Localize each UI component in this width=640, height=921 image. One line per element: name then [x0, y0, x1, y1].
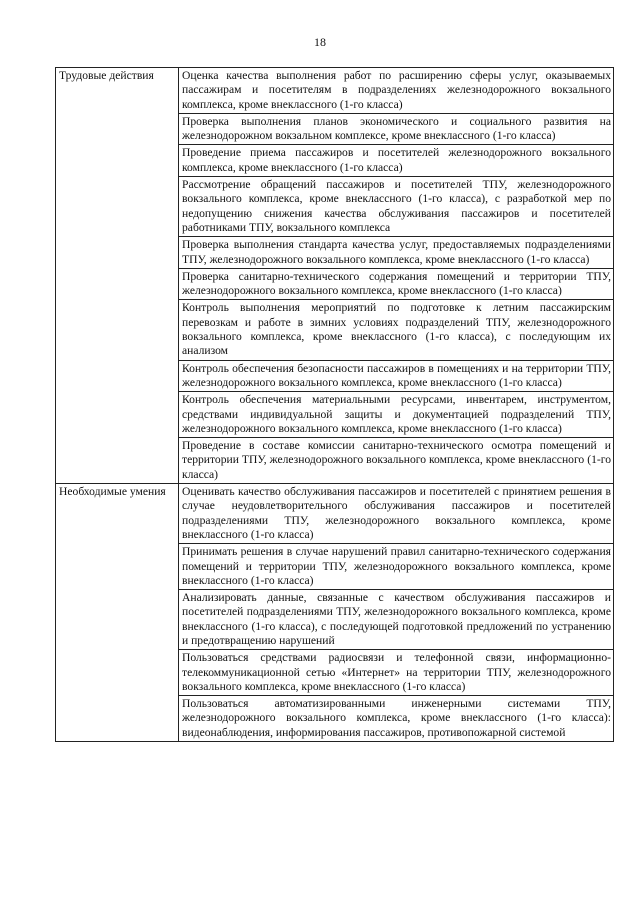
requirements-table — [55, 67, 614, 742]
table-cell-description: Проверка санитарно-технического содержания помещений и территории ТПУ, железнодорожного вокзального комплекса, кроме внеклассного (1-го класса) — [179, 268, 614, 300]
table-cell-description: Оценка качества выполнения работ по расширению сферы услуг, оказываемых пассажирам и посетителям в подразделениях железнодорожного вокзального комплекса, кроме внеклассного (1-го класса) — [179, 68, 614, 114]
table-row — [56, 68, 614, 114]
table-cell-description: Контроль обеспечения безопасности пассажиров в помещениях и на территории ТПУ, железнодорожного вокзального комплекса, кроме внеклассного (1-го класса) — [179, 360, 614, 392]
table-cell-description: Пользоваться автоматизированными инженерными системами ТПУ, железнодорожного вокзального комплекса, кроме внеклассного (1-го класса): видеонаблюдения, информирования пассажиров, противопожарной системой — [179, 696, 614, 742]
table-cell-description: Пользоваться средствами радиосвязи и телефонной связи, информационно-телекоммуникационной сетью «Интернет» на территории ТПУ, железнодорожного вокзального комплекса, кроме внеклассного (1-го класса) — [179, 650, 614, 696]
table-cell-description: Проверка выполнения стандарта качества услуг, предоставляемых подразделениями ТПУ, железнодорожного вокзального комплекса, кроме внеклассного (1-го класса) — [179, 237, 614, 269]
section-label-required-skills: Необходимые умения — [56, 484, 179, 742]
table-cell-description: Контроль выполнения мероприятий по подготовке к летним пассажирским перевозкам и работе в зимних условиях подразделений ТПУ, железнодорожного вокзального комплекса, кроме внеклассного (1-го класса), с последующим их анализом — [179, 300, 614, 360]
table-cell-description: Принимать решения в случае нарушений правил санитарно-технического содержания помещений и территории ТПУ, железнодорожного вокзального комплекса, кроме внеклассного (1-го класса) — [179, 544, 614, 590]
table-row — [56, 484, 614, 544]
table-cell-description: Проведение в составе комиссии санитарно-технического осмотра помещений и территории ТПУ, железнодорожного вокзального комплекса, кроме внеклассного (1-го класса) — [179, 438, 614, 484]
table-cell-description: Рассмотрение обращений пассажиров и посетителей ТПУ, железнодорожного вокзального комплекса, кроме внеклассного (1-го класса), с разработкой мер по недопущению снижения качества обслуживания пассажиров и посетителей работниками ТПУ, вокзального комплекса — [179, 177, 614, 237]
page-number: 18 — [314, 35, 326, 49]
table-cell-description: Контроль обеспечения материальными ресурсами, инвентарем, инструментом, средствами индивидуальной защиты и документацией подразделений ТПУ, железнодорожного вокзального комплекса, кроме внеклассного (1-го класса) — [179, 392, 614, 438]
section-label-labor-actions: Трудовые действия — [56, 68, 179, 484]
table-cell-description: Оценивать качество обслуживания пассажиров и посетителей с принятием решения в случае неудовлетворительного обслуживания пассажиров и посетителей подразделениями ТПУ, железнодорожного вокзального комплекса, кроме внеклассного (1-го класса) — [179, 484, 614, 544]
table-cell-description: Проверка выполнения планов экономического и социального развития на железнодорожном вокзальном комплексе, кроме внеклассного (1-го класса) — [179, 113, 614, 145]
table-cell-description: Анализировать данные, связанные с качеством обслуживания пассажиров и посетителей подразделениями ТПУ, железнодорожного вокзального комплекса, кроме внеклассного (1-го класса), с последующей подготовкой предложений по устранению и предотвращению нарушений — [179, 590, 614, 650]
table-cell-description: Проведение приема пассажиров и посетителей железнодорожного вокзального комплекса, кроме внеклассного (1-го класса) — [179, 145, 614, 177]
